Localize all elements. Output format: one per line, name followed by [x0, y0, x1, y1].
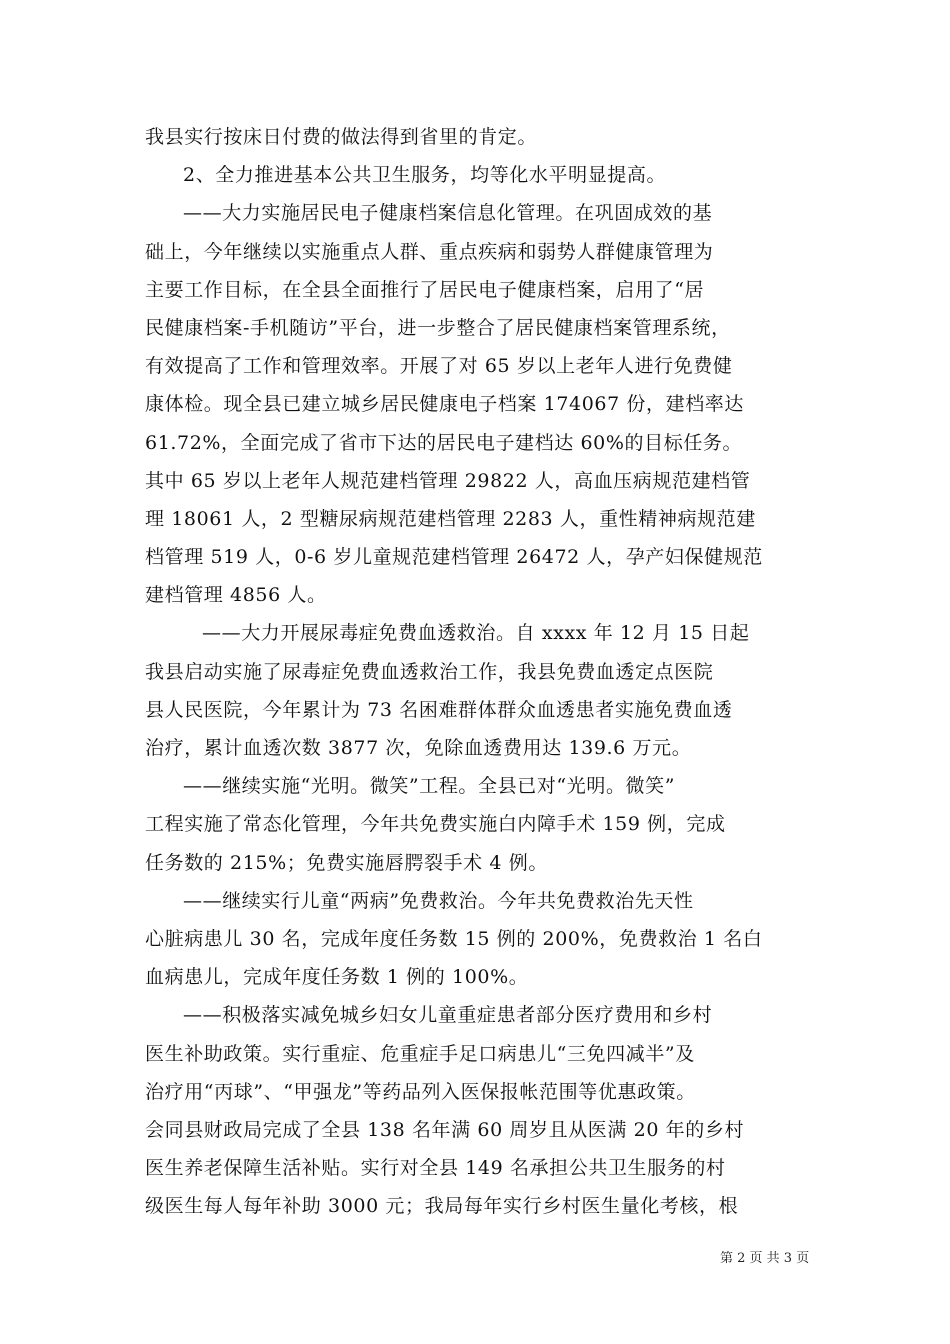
text-line: 其中 65 岁以上老年人规范建档管理 29822 人，高血压病规范建档管 [145, 469, 751, 492]
text-line: 治疗用“丙球”、“甲强龙”等药品列入医保报帐范围等优惠政策。 [145, 1080, 696, 1103]
page-number: 第 2 页 共 3 页 [720, 1251, 810, 1266]
text-line: 医生补助政策。实行重症、危重症手足口病患儿“三免四减半”及 [145, 1042, 695, 1065]
text-line: 础上，今年继续以实施重点人群、重点疾病和弱势人群健康管理为 [145, 240, 714, 263]
text-line: 民健康档案-手机随访”平台，进一步整合了居民健康档案管理系统， [145, 316, 731, 339]
text-line: 治疗，累计血透次数 3877 次，免除血透费用达 139.6 万元。 [145, 737, 692, 759]
text-line: ——继续实施“光明。微笑”工程。全县已对“光明。微笑” [183, 775, 676, 798]
text-line: 县人民医院，今年累计为 73 名困难群体群众血透患者实施免费血透 [145, 698, 733, 721]
text-line: ——大力实施居民电子健康档案信息化管理。在巩固成效的基 [183, 202, 713, 225]
text-line: 医生养老保障生活补贴。实行对全县 149 名承担公共卫生服务的村 [145, 1157, 726, 1180]
text-line: 心脏病患儿 30 名，完成年度任务数 15 例的 200%，免费救治 1 名白 [145, 927, 763, 950]
text-line: 血病患儿，完成年度任务数 1 例的 100%。 [145, 966, 529, 989]
text-line: 有效提高了工作和管理效率。开展了对 65 岁以上老年人进行免费健 [145, 355, 733, 378]
text-line: 任务数的 215%；免费实施唇腭裂手术 4 例。 [145, 851, 548, 874]
text-line: ——继续实行儿童“两病”免费救治。今年共免费救治先天性 [183, 889, 694, 912]
text-line: 工程实施了常态化管理，今年共免费实施白内障手术 159 例，完成 [145, 813, 726, 836]
text-line: ——积极落实减免城乡妇女儿童重症患者部分医疗费用和乡村 [183, 1004, 713, 1027]
text-line: ——大力开展尿毒症免费血透救治。自 xxxx 年 12 月 15 日起 [202, 622, 750, 645]
text-line: 建档管理 4856 人。 [145, 584, 327, 607]
text-line: 级医生每人每年补助 3000 元；我局每年实行乡村医生量化考核，根 [145, 1195, 739, 1218]
section-heading: 2、全力推进基本公共卫生服务，均等化水平明显提高。 [183, 164, 667, 187]
text-line: 主要工作目标，在全县全面推行了居民电子健康档案，启用了“居 [145, 278, 705, 301]
text-line: 档管理 519 人，0-6 岁儿童规范建档管理 26472 人，孕产妇保健规范 [145, 546, 763, 569]
body-text [145, 118, 810, 1225]
text-line: 我县启动实施了尿毒症免费血透救治工作，我县免费血透定点医院 [145, 660, 714, 683]
text-line: 会同县财政局完成了全县 138 名年满 60 周岁且从医满 20 年的乡村 [145, 1118, 745, 1141]
text-line: 理 18061 人，2 型糖尿病规范建档管理 2283 人，重性精神病规范建 [145, 507, 756, 530]
text-line: 61.72%，全面完成了省市下达的居民电子建档达 60%的目标任务。 [145, 431, 743, 454]
text-line: 我县实行按床日付费的做法得到省里的肯定。 [145, 126, 538, 148]
text-line: 康体检。现全县已建立城乡居民健康电子档案 174067 份，建档率达 [145, 393, 745, 416]
